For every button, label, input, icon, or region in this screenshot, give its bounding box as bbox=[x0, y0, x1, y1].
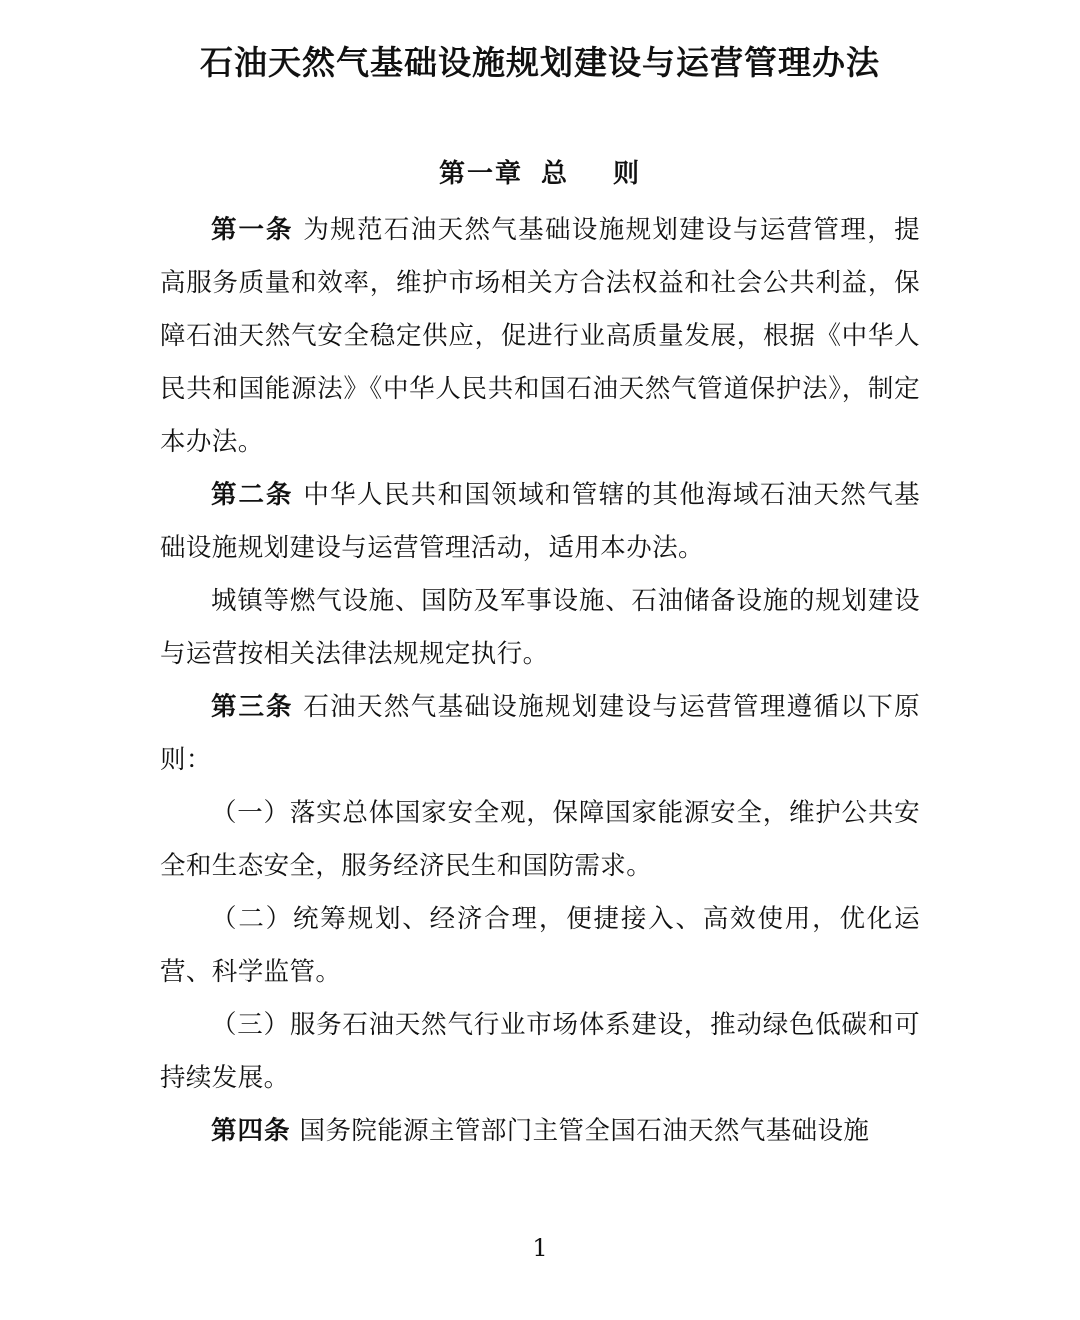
article-paragraph bbox=[160, 893, 920, 999]
article-text: 中华人民共和国领域和管辖的其他海域石油天然气基础设施规划建设与运营管理活动，适用本办法。 bbox=[160, 479, 920, 563]
article-label: 第三条 bbox=[211, 691, 294, 722]
article-paragraph bbox=[160, 204, 920, 469]
article-text: 石油天然气基础设施规划建设与运营管理遵循以下原则： bbox=[160, 691, 920, 775]
article-text: 为规范石油天然气基础设施规划建设与运营管理，提高服务质量和效率，维护市场相关方合法权益和社会公共利益，保障石油天然气安全稳定供应，促进行业高质量发展，根据《中华人民共和国能源法》《中华人民共和国石油天然气管道保护法》，制定本办法。 bbox=[160, 214, 920, 457]
article-text: （二）统筹规划、经济合理，便捷接入、高效使用，优化运营、科学监管。 bbox=[160, 903, 920, 987]
article-paragraph bbox=[160, 1105, 920, 1158]
article-paragraph bbox=[160, 999, 920, 1105]
article-label: 第一条 bbox=[211, 214, 294, 245]
page-title: 石油天然气基础设施规划建设与运营管理办法 bbox=[200, 43, 880, 82]
chapter-name-second: 则 bbox=[613, 158, 642, 189]
article-paragraph bbox=[160, 787, 920, 893]
article-text: （一）落实总体国家安全观，保障国家能源安全，维护公共安全和生态安全，服务经济民生和国防需求。 bbox=[160, 797, 920, 881]
article-paragraph bbox=[160, 681, 920, 787]
article-text: 国务院能源主管部门主管全国石油天然气基础设施 bbox=[299, 1115, 870, 1146]
article-text: （三）服务石油天然气行业市场体系建设，推动绿色低碳和可持续发展。 bbox=[160, 1009, 920, 1093]
page-number: 1 bbox=[532, 1234, 548, 1262]
chapter-heading bbox=[160, 153, 920, 190]
article-paragraph bbox=[160, 575, 920, 681]
chapter-number: 第一章 bbox=[438, 158, 523, 189]
article-label: 第二条 bbox=[211, 479, 294, 510]
article-label: 第四条 bbox=[211, 1115, 291, 1146]
article-text: 城镇等燃气设施、国防及军事设施、石油储备设施的规划建设与运营按相关法律法规规定执行。 bbox=[160, 585, 920, 669]
article-paragraph bbox=[160, 469, 920, 575]
chapter-name: 总 bbox=[540, 158, 569, 189]
